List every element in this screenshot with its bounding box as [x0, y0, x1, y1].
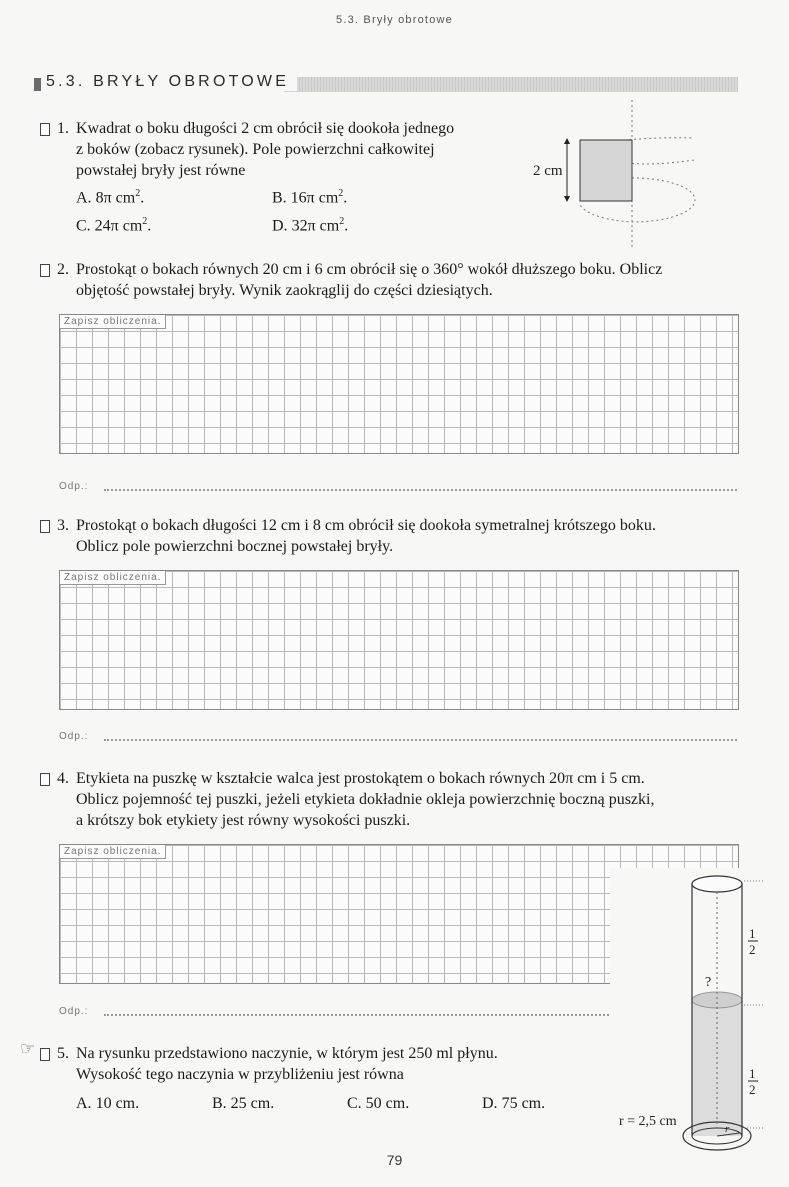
side-length-label: 2 cm [533, 163, 563, 179]
upper-fraction-num: 1 [749, 926, 756, 941]
unknown-height-label: ? [705, 975, 712, 990]
question-3-number: 3. [57, 517, 69, 534]
hand-pointer-icon: ☞ [20, 1039, 36, 1059]
section-bar-fill [284, 77, 738, 92]
question-5-line-1: Na rysunku przedstawiono naczynie, w którym jest 250 ml płynu. [76, 1045, 498, 1062]
lower-fraction-num: 1 [749, 1066, 756, 1081]
question-3-line-1: Prostokąt o bokach długości 12 cm i 8 cm obrócił się dookoła symetralnej krótszego boku. [76, 517, 656, 534]
question-4-number: 4. [57, 770, 69, 787]
question-2-number: 2. [57, 261, 69, 278]
q5-option-d[interactable]: D. 75 cm. [482, 1095, 546, 1112]
cylinder-rotation-figure [520, 100, 720, 250]
dimension-arrow-bottom [564, 196, 570, 202]
square [580, 140, 632, 201]
lower-fraction-den: 2 [749, 1082, 756, 1097]
q1-option-b[interactable]: B. 16π $cm^2$. [272, 188, 348, 207]
upper-fraction-den: 2 [749, 942, 756, 957]
q2-work-label: Zapisz obliczenia. [60, 315, 166, 329]
section-marker [34, 78, 41, 91]
q5-option-c[interactable]: C. 50 cm. [347, 1095, 410, 1112]
question-5-checkbox[interactable] [40, 1048, 50, 1061]
question-3-checkbox[interactable] [40, 520, 50, 533]
q2-answer-line[interactable] [104, 488, 737, 491]
q4-answer-label: Odp.: [59, 1006, 89, 1017]
running-header: 5.3. Bryły obrotowe [336, 14, 453, 26]
q3-work-label: Zapisz obliczenia. [60, 571, 166, 585]
q3-work-grid[interactable] [59, 570, 739, 710]
question-2-line-1: Prostokąt o bokach równych 20 cm i 6 cm obrócił się o 360° wokół dłuższego boku. Oblicz [76, 261, 663, 278]
question-2 [0, 259, 789, 499]
section-bar [34, 72, 738, 94]
question-5-number: 5. [57, 1045, 69, 1062]
q5-option-b[interactable]: B. 25 cm. [212, 1095, 275, 1112]
dimension-arrow-top [564, 138, 570, 144]
question-4-checkbox[interactable] [40, 773, 50, 786]
q1-option-c[interactable]: C. 24π $cm^2$. [76, 216, 152, 235]
page-number: 79 [386, 1152, 403, 1168]
section-title: 5.3. BRYŁY OBROTOWE [46, 73, 297, 91]
q1-option-d[interactable]: D. 32π $cm^2$. [272, 216, 349, 235]
q2-answer-label: Odp.: [59, 481, 89, 492]
radius-symbol: r [725, 1123, 730, 1135]
top-ellipse [692, 876, 742, 892]
question-1-checkbox[interactable] [40, 123, 50, 136]
question-4-line-3: a krótszy bok etykiety jest równy wysokości puszki. [76, 812, 411, 829]
question-1-line-3: powstałej bryły jest równe [76, 162, 246, 179]
q1-option-a[interactable]: A. 8π $cm^2$. [76, 188, 145, 207]
q2-work-grid[interactable] [59, 314, 739, 454]
liquid-surface [692, 992, 742, 1008]
question-1-number: 1. [57, 120, 69, 137]
vessel-figure [608, 866, 778, 1166]
radius-label: r = 2,5 cm [619, 1114, 677, 1129]
q3-answer-label: Odp.: [59, 731, 89, 742]
question-3-line-2: Oblicz pole powierzchni bocznej powstałej bryły. [76, 538, 394, 555]
question-5-line-2: Wysokość tego naczynia w przybliżeniu jest równa [76, 1066, 404, 1083]
q5-option-a[interactable]: A. 10 cm. [76, 1095, 140, 1112]
question-5 [0, 1039, 600, 1123]
question-4-line-1: Etykieta na puszkę w kształcie walca jest prostokątem o bokach równych 20π cm i 5 cm. [76, 770, 645, 787]
q4-work-label: Zapisz obliczenia. [60, 845, 166, 859]
question-2-checkbox[interactable] [40, 264, 50, 277]
question-3 [0, 515, 789, 750]
question-1-line-2: z boków (zobacz rysunek). Pole powierzchni całkowitej [76, 141, 435, 158]
q3-answer-line[interactable] [104, 738, 737, 741]
question-2-line-2: objętość powstałej bryły. Wynik zaokrąglij do części dziesiątych. [76, 282, 493, 299]
question-4-line-2: Oblicz pojemność tej puszki, jeżeli etykieta dokładnie okleja powierzchnię boczną puszki, [76, 791, 655, 808]
question-1-line-1: Kwadrat o boku długości 2 cm obrócił się dookoła jednego [76, 120, 455, 137]
